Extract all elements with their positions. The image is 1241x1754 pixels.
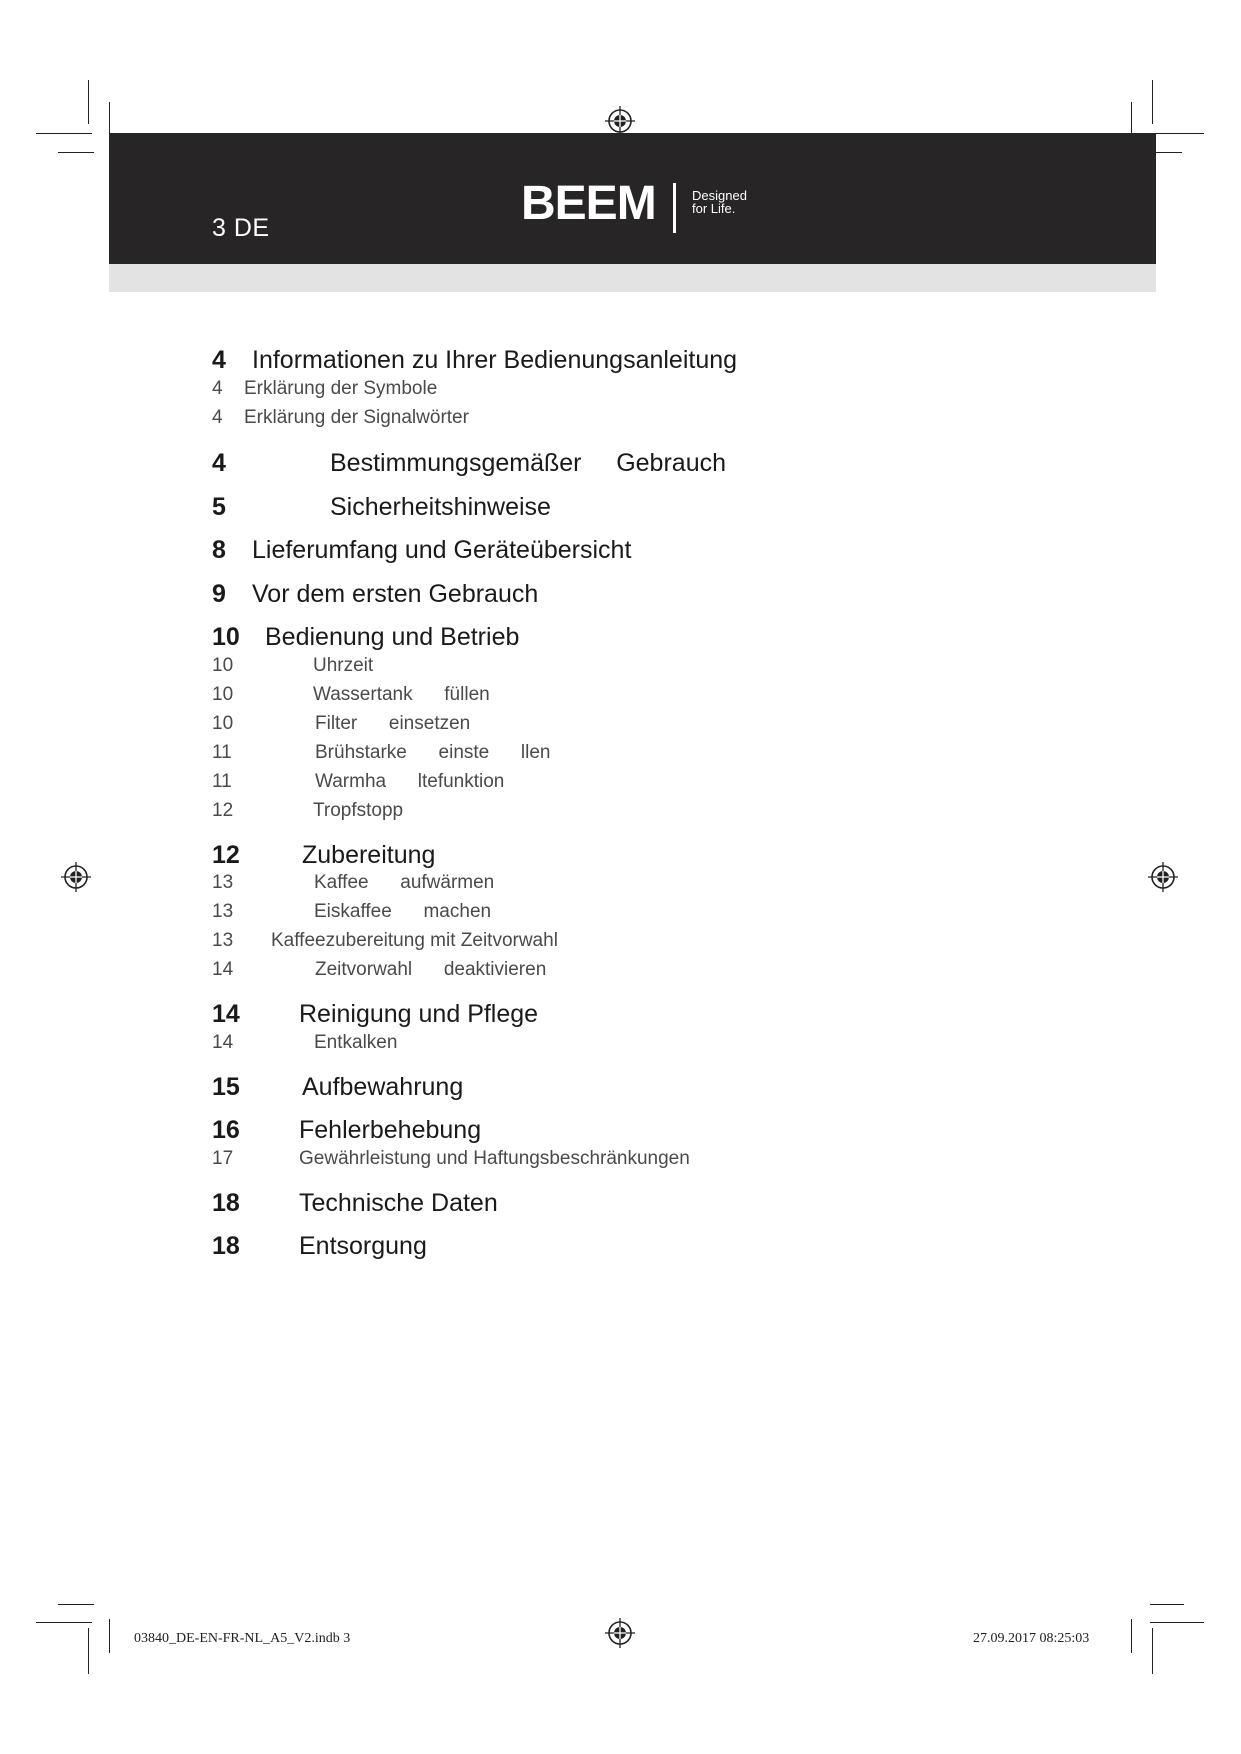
- crop-mark: [1152, 1628, 1153, 1674]
- toc-entry: [0, 930, 1241, 960]
- toc-title: Bestimmungsgemäßer Gebrauch: [330, 449, 726, 477]
- toc-entry: [0, 771, 1241, 801]
- crop-mark: [88, 1628, 89, 1674]
- toc-title: Zubereitung: [302, 841, 436, 869]
- toc-title: Sicherheitshinweise: [330, 493, 551, 521]
- crop-mark: [1152, 80, 1153, 124]
- toc-page-number: 18: [212, 1189, 240, 1217]
- toc-entry: [0, 1232, 1241, 1262]
- toc-title: Entsorgung: [299, 1232, 427, 1260]
- crop-mark: [1150, 1604, 1184, 1605]
- toc-page-number: 13: [212, 872, 234, 893]
- toc-title: Eiskaffee machen: [314, 901, 492, 922]
- toc-entry: [0, 841, 1241, 871]
- footer-timestamp: 27.09.2017 08:25:03: [973, 1631, 1090, 1646]
- toc-title: Tropfstopp: [313, 800, 404, 821]
- toc-page-number: 11: [212, 771, 232, 792]
- crop-mark: [36, 133, 92, 134]
- toc-page-number: 9: [212, 580, 226, 608]
- toc-page-number: 4: [212, 346, 226, 374]
- crop-mark: [109, 102, 110, 136]
- toc-page-number: 10: [212, 623, 240, 651]
- toc-entry: [0, 800, 1241, 830]
- toc-page-number: 14: [212, 959, 234, 980]
- toc-title: Uhrzeit: [313, 655, 374, 676]
- toc-title: Reinigung und Pflege: [299, 1000, 539, 1028]
- toc-title: Erklärung der Symbole: [244, 378, 438, 399]
- toc-page-number: 13: [212, 901, 234, 922]
- crop-mark: [1152, 133, 1204, 134]
- toc-page-number: 10: [212, 684, 234, 705]
- toc-page-number: 14: [212, 1000, 240, 1028]
- toc-entry: [0, 407, 1241, 437]
- toc-entry: [0, 872, 1241, 902]
- toc-page-number: 13: [212, 930, 234, 951]
- toc-title: Gewährleistung und Haftungsbeschränkungen: [299, 1148, 690, 1169]
- toc-entry: [0, 378, 1241, 408]
- toc-page-number: 11: [212, 742, 232, 763]
- logo-divider: [673, 183, 676, 233]
- toc-title: Wassertank füllen: [313, 684, 490, 705]
- toc-entry: [0, 493, 1241, 523]
- registration-mark-icon: [605, 106, 635, 136]
- toc-page-number: 4: [212, 378, 223, 399]
- toc-entry: [0, 449, 1241, 479]
- toc-title: Vor dem ersten Gebrauch: [252, 580, 539, 608]
- toc-page-number: 12: [212, 800, 234, 821]
- toc-title: Kaffee aufwärmen: [314, 872, 495, 893]
- toc-title: Brühstarke einste llen: [315, 742, 551, 763]
- toc-page-number: 4: [212, 407, 223, 428]
- toc-entry: [0, 1000, 1241, 1030]
- toc-title: Entkalken: [314, 1032, 398, 1053]
- toc-entry: [0, 1032, 1241, 1062]
- toc-entry: [0, 713, 1241, 743]
- crop-mark: [109, 1619, 110, 1653]
- toc-title: Warmha ltefunktion: [315, 771, 505, 792]
- toc-page-number: 10: [212, 713, 234, 734]
- toc-entry: [0, 655, 1241, 685]
- toc-page-number: 5: [212, 493, 226, 521]
- toc-page-number: 8: [212, 536, 226, 564]
- toc-page-number: 14: [212, 1032, 234, 1053]
- toc-title: Filter einsetzen: [315, 713, 471, 734]
- toc-entry: [0, 1148, 1241, 1178]
- toc-title: Erklärung der Signalwörter: [244, 407, 469, 428]
- tagline-line: Designed: [692, 188, 747, 203]
- crop-mark: [1131, 102, 1132, 136]
- toc-entry: [0, 1189, 1241, 1219]
- toc-entry: [0, 742, 1241, 772]
- toc-entry: [0, 536, 1241, 566]
- toc-entry: [0, 1073, 1241, 1103]
- brand-tagline: [692, 189, 782, 215]
- toc-page-number: 10: [212, 655, 234, 676]
- toc-entry: [0, 1116, 1241, 1146]
- toc-title: Technische Daten: [299, 1189, 498, 1217]
- toc-page-number: 17: [212, 1148, 234, 1169]
- toc-page-number: 18: [212, 1232, 240, 1260]
- header-underline: [109, 264, 1156, 292]
- toc-title: Fehlerbehebung: [299, 1116, 482, 1144]
- toc-entry: [0, 346, 1241, 376]
- toc-title: Kaffeezubereitung mit Zeitvorwahl: [271, 930, 558, 951]
- crop-mark: [36, 1622, 92, 1623]
- crop-mark: [58, 152, 94, 153]
- crop-mark: [88, 80, 89, 124]
- toc-title: Bedienung und Betrieb: [265, 623, 520, 651]
- registration-mark-icon: [605, 1618, 635, 1648]
- toc-page-number: 15: [212, 1073, 240, 1101]
- toc-entry: [0, 580, 1241, 610]
- crop-mark: [58, 1604, 94, 1605]
- toc-title: Aufbewahrung: [302, 1073, 464, 1101]
- page-label: 3 DE: [212, 214, 270, 242]
- toc-entry: [0, 684, 1241, 714]
- toc-page-number: 4: [212, 449, 226, 477]
- toc-entry: [0, 959, 1241, 989]
- toc-page-number: 16: [212, 1116, 240, 1144]
- toc-title: Lieferumfang und Geräteübersicht: [252, 536, 632, 564]
- crop-mark: [1150, 1622, 1204, 1623]
- toc-title: Informationen zu Ihrer Bedienungsanleitung: [252, 346, 738, 374]
- brand-logo: BEEM: [521, 177, 656, 230]
- toc-title: Zeitvorwahl deaktivieren: [315, 959, 547, 980]
- crop-mark: [1152, 152, 1182, 153]
- toc-entry: [0, 901, 1241, 931]
- tagline-line: for Life.: [692, 201, 736, 216]
- toc-page-number: 12: [212, 841, 240, 869]
- toc-entry: [0, 623, 1241, 653]
- footer-file-name: 03840_DE-EN-FR-NL_A5_V2.indb 3: [134, 1631, 351, 1646]
- crop-mark: [1131, 1619, 1132, 1653]
